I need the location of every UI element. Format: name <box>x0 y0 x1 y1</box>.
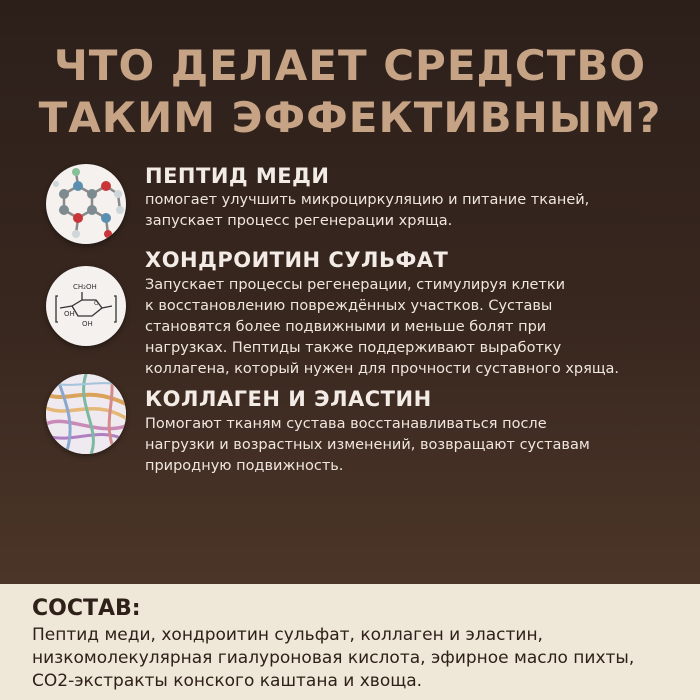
description-line: запускает процесс регенерации хряща. <box>145 213 453 229</box>
title-line-2: ТАКИМ ЭФФЕКТИВНЫМ? <box>38 93 662 142</box>
ch2oh-label: CH₂OH <box>73 283 97 291</box>
ring-oxygen-label: O <box>94 300 99 307</box>
ingredient-heading: ХОНДРОИТИН СУЛЬФАТ <box>145 248 449 272</box>
description-line: коллагена, который нужен для прочности суставного хряща. <box>145 361 620 377</box>
description-line: к восстановлению повреждённых участков. Суставы <box>145 298 553 314</box>
description-line: Запускает процессы регенерации, стимулируя клетки <box>145 277 566 293</box>
ingredient-heading: КОЛЛАГЕН И ЭЛАСТИН <box>145 387 432 411</box>
page-title <box>0 40 700 144</box>
description-line: нагрузки и возрастных изменений, возвращают суставам <box>145 437 590 453</box>
description-line: становятся более подвижными и меньше болят при <box>145 319 547 335</box>
fibers-icon <box>46 374 126 454</box>
chemical-structure-icon <box>46 266 126 346</box>
description-line: нагрузках. Пептиды также поддерживают выработку <box>145 340 562 356</box>
description-line: Помогают тканям сустава восстанавливаться после <box>145 416 547 432</box>
ingredient-description <box>145 275 665 380</box>
description-line: природную подвижность. <box>145 458 344 474</box>
composition-line: Пептид меди, хондроитин сульфат, коллаген и эластин, <box>32 625 543 645</box>
ingredient-copper-peptide <box>40 162 670 247</box>
ingredient-description <box>145 190 665 232</box>
molecule-icon <box>46 164 126 244</box>
composition-text <box>32 624 692 693</box>
oh-label: OH <box>82 320 93 328</box>
ingredient-collagen-elastin <box>40 384 670 474</box>
description-line: помогает улучшить микроциркуляцию и питание тканей, <box>145 192 590 208</box>
composition-title: СОСТАВ: <box>32 596 141 621</box>
ingredient-heading: ПЕПТИД МЕДИ <box>145 164 330 188</box>
composition-panel <box>0 584 700 700</box>
composition-line: СО2-экстракты конского каштана и хвоща. <box>32 671 423 691</box>
ingredient-chondroitin-sulfate <box>40 248 670 377</box>
title-line-1: ЧТО ДЕЛАЕТ СРЕДСТВО <box>53 41 647 90</box>
ingredient-description <box>145 414 665 477</box>
oh-label: OH <box>64 310 75 318</box>
composition-line: низкомолекулярная гиалуроновая кислота, эфирное масло пихты, <box>32 648 635 668</box>
